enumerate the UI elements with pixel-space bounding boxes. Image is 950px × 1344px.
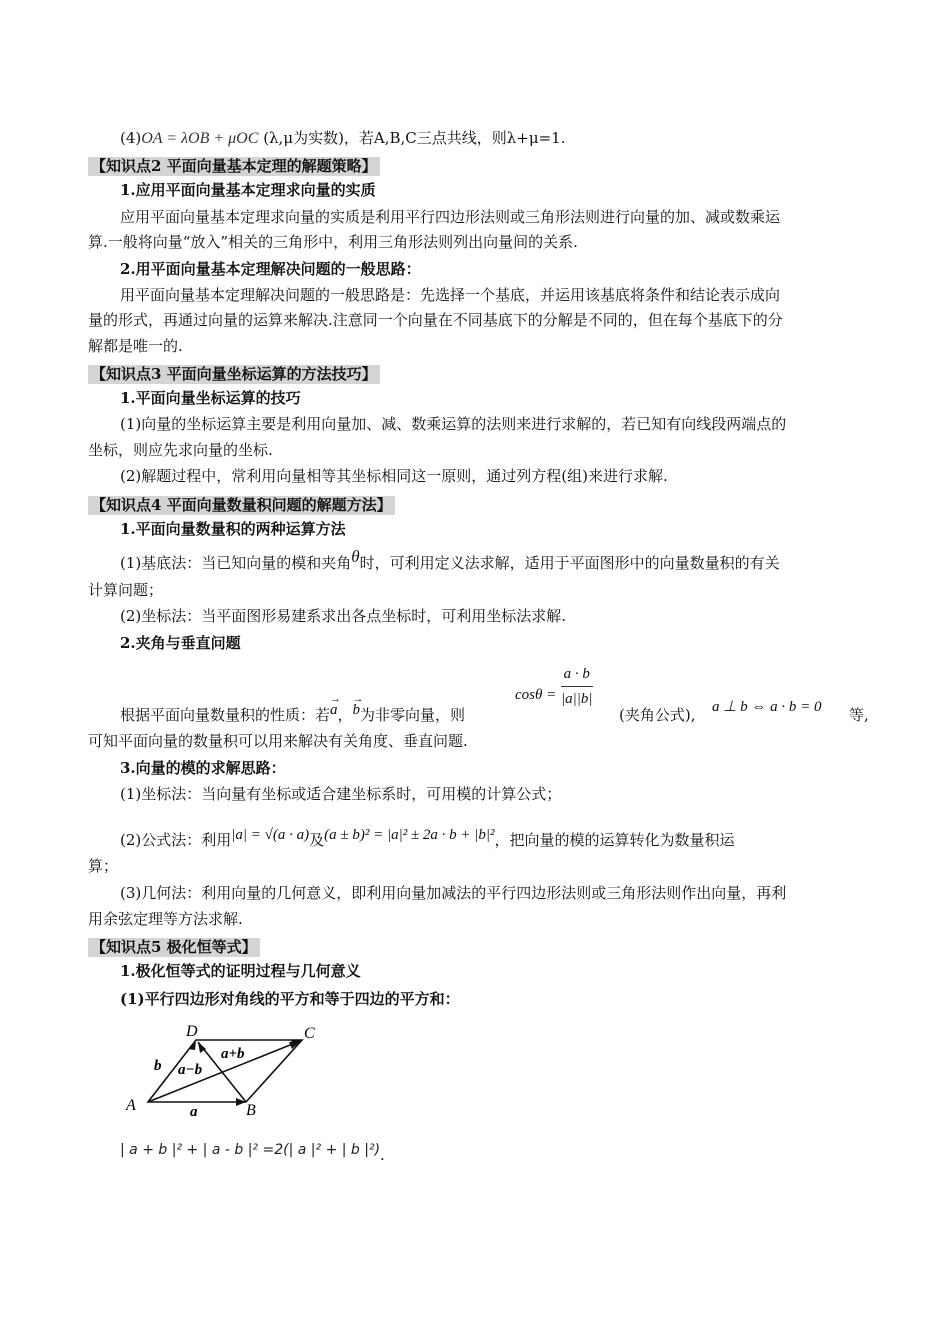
item4-prefix: (4): [120, 129, 142, 147]
angle-text-a: 根据平面向量数量积的性质：若: [120, 706, 331, 724]
square-formula: (a ± b)² = |a|² ± 2a · b + |b|²: [324, 827, 495, 843]
kp4-subtitle-3: 3.向量的模的求解思路：: [120, 759, 286, 777]
item4-line: [120, 128, 566, 149]
kp4-m3-line2: 用余弦定理等方法求解.: [88, 910, 243, 928]
vector-a-symbol: → a: [330, 700, 338, 720]
kp4-p1-line1: [120, 547, 780, 573]
fraction-numerator: a · b: [561, 664, 593, 687]
kp2-s1-line1: 应用平面向量基本定理求向量的实质是利用平行四边形法则或三角形法则进行向量的加、减或数乘运: [120, 208, 781, 226]
parallelogram-diagram: [120, 1018, 340, 1122]
kp4-m3-line1: (3)几何法：利用向量的几何意义，即利用向量加减法的平行四边形法则或三角形法则作出向量，再利: [120, 884, 787, 902]
cos-fraction: [561, 664, 593, 709]
label-vector-a: a: [190, 1104, 198, 1120]
label-vector-b: b: [154, 1058, 162, 1074]
kp4-p1-text-b: 时，可利用定义法求解，适用于平面图形中的向量数量积的有关: [359, 554, 780, 572]
polarization-identity: | a + b |² + | a - b |² =2(| a |² + | b |²): [120, 1142, 381, 1158]
kp2-subtitle-1: 1.应用平面向量基本定理求向量的实质: [120, 181, 376, 199]
kp3-p2-line1: (2)解题过程中，常利用向量相等其坐标相同这一原则，通过列方程(组)来进行求解.: [120, 467, 668, 485]
label-diff: a−b: [178, 1062, 203, 1078]
kp2-s2-line2: 量的形式，再通过向量的运算来解决.注意同一个向量在不同基底下的分解是不同的，但在每个基底下的分: [88, 311, 783, 329]
kp2-s2-line3: 解都是唯一的.: [88, 337, 183, 355]
cos-formula: [515, 664, 593, 720]
angle-formula-label: (夹角公式),: [619, 706, 696, 724]
kp3-heading: 【知识点3 平面向量坐标运算的方法技巧】: [88, 365, 380, 384]
m2-text-a: (2)公式法：利用: [120, 831, 232, 849]
kp4-subtitle-1: 1.平面向量数量积的两种运算方法: [120, 520, 346, 538]
kp2-heading: 【知识点2 平面向量基本定理的解题策略】: [88, 157, 380, 176]
label-d: D: [186, 1023, 198, 1040]
label-a: A: [126, 1097, 136, 1114]
modulus-formula: |a| = √(a · a): [231, 827, 310, 843]
kp4-m2-line2: 算；: [88, 857, 119, 875]
kp4-angle-line: [120, 702, 466, 726]
angle-text-c: 为非零向量，则: [360, 706, 466, 724]
perpendicular-formula: a ⊥ b ⇔ a · b = 0: [712, 699, 822, 715]
m2-text-b: 及: [309, 831, 325, 849]
theta-symbol: θ: [351, 547, 360, 566]
kp2-s2-line1: 用平面向量基本定理解决问题的一般思路是：先选择一个基底，并运用该基底将条件和结论表示成向: [120, 286, 781, 304]
kp4-subtitle-2: 2.夹角与垂直问题: [120, 634, 241, 652]
kp4-m1: (1)坐标法：当向量有坐标或适合建坐标系时，可用模的计算公式；: [120, 785, 562, 803]
kp4-p1-line2: 计算问题；: [88, 581, 164, 599]
angle-text-b: ，: [337, 706, 353, 724]
kp2-s1-line2: 算.一般将向量“放入”相关的三角形中，利用三角形法则列出向量间的关系.: [88, 233, 578, 251]
kp5-heading: 【知识点5 极化恒等式】: [88, 938, 260, 957]
label-c: C: [304, 1025, 315, 1042]
fraction-denominator: |a||b|: [561, 691, 593, 707]
kp4-p2: (2)坐标法：当平面图形易建系求出各点坐标时，可利用坐标法求解.: [120, 607, 567, 625]
kp4-p1-text-a: (1)基底法：当已知向量的模和夹角: [120, 554, 352, 572]
kp4-heading: 【知识点4 平面向量数量积问题的解题方法】: [88, 496, 395, 515]
arrow-ad: [188, 1040, 196, 1050]
item4-formula: OA = λOB + μOC: [141, 130, 259, 147]
kp5-subtitle-1: 1.极化恒等式的证明过程与几何意义: [120, 962, 361, 980]
kp3-subtitle-1: 1.平面向量坐标运算的技巧: [120, 389, 301, 407]
item4-condition: (λ,μ为实数)，若A,B,C三点共线，则λ+μ=1.: [263, 129, 566, 147]
kp3-p1-line1: (1)向量的坐标运算主要是利用向量加、减、数乘运算的法则来进行求解的，若已知有向线段两端点的: [120, 415, 787, 433]
m2-text-c: ，把向量的模的运算转化为数量积运: [494, 831, 735, 849]
label-b: B: [246, 1102, 256, 1119]
identity-period: .: [380, 1146, 385, 1164]
polarization-identity-line: [120, 1139, 385, 1164]
kp4-angle-line2: 可知平面向量的数量积可以用来解决有关角度、垂直问题.: [88, 732, 468, 750]
kp5-subtitle-2: (1)平行四边形对角线的平方和等于四边的平方和：: [120, 990, 460, 1008]
label-sum: a+b: [221, 1046, 245, 1062]
angle-text-e: 等,: [849, 706, 869, 724]
kp3-p1-line2: 坐标，则应先求向量的坐标.: [88, 441, 273, 459]
vector-b-symbol: → b: [353, 700, 361, 720]
kp2-subtitle-2: 2.用平面向量基本定理解决问题的一般思路：: [120, 260, 421, 278]
cos-label: cosθ =: [515, 686, 557, 703]
kp4-m2-line1: [120, 827, 735, 851]
